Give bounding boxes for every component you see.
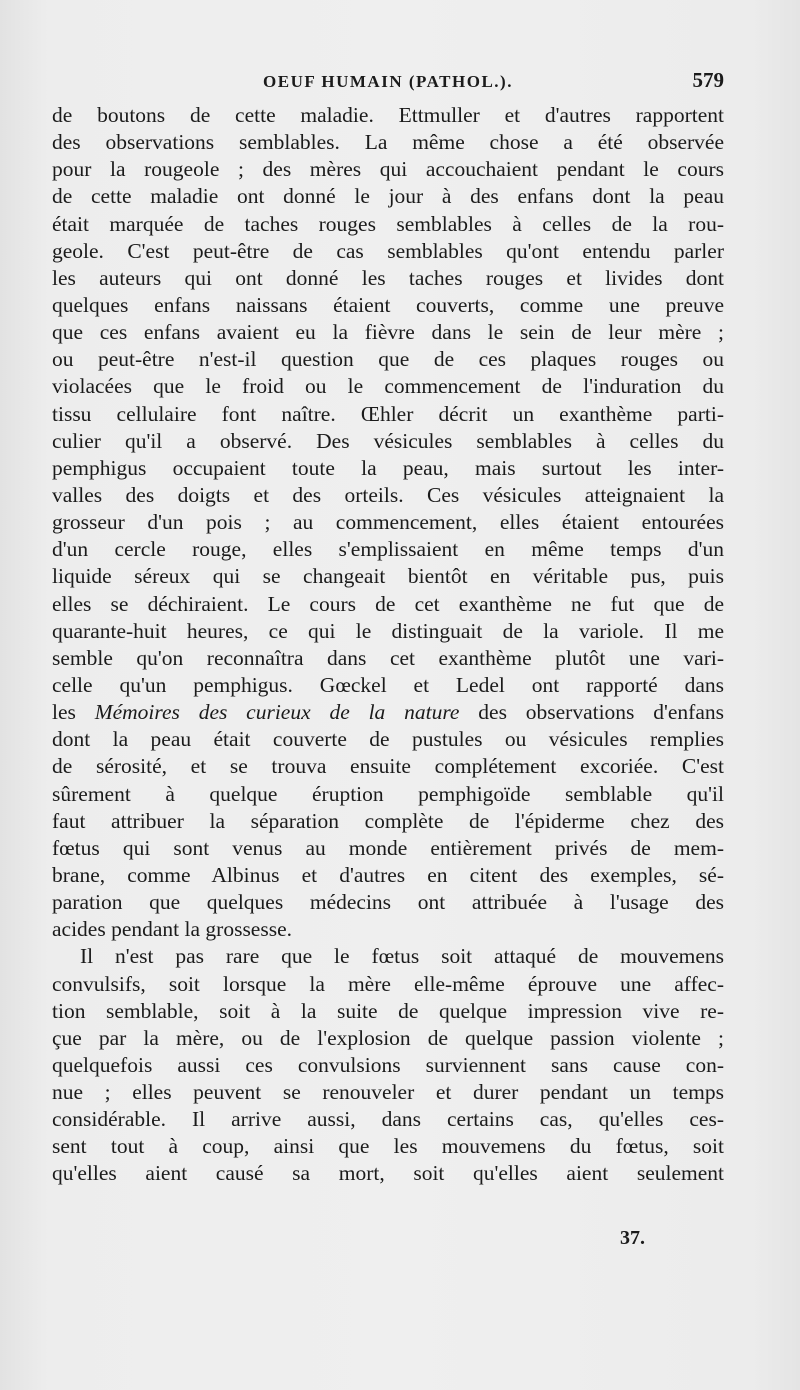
text-line: culier qu'il a observé. Des vésicules semblables à celles du (52, 428, 724, 453)
text-line: convulsifs, soit lorsque la mère elle-même éprouve une affec- (52, 971, 724, 996)
text-line: tissu cellulaire font naître. Œhler décrit un exanthème parti- (52, 401, 724, 426)
body-text (52, 102, 724, 1188)
text-line: violacées que le froid ou le commencement de l'induration du (52, 374, 724, 399)
text-line: ou peut-être n'est-il question que de ces plaques rouges ou (52, 347, 724, 372)
text-line: les auteurs qui ont donné les taches rouges et livides dont (52, 265, 724, 290)
text-segment: les (52, 700, 95, 725)
cited-work-title: Mémoires des curieux de la nature (94, 700, 460, 725)
text-line: sûrement à quelque éruption pemphigoïde semblable qu'il (52, 781, 724, 806)
text-line: çue par la mère, ou de l'explosion de quelque passion violente ; (52, 1025, 724, 1050)
text-line: quelques enfans naissans étaient couverts, comme une preuve (52, 292, 724, 317)
text-line: grosseur d'un pois ; au commencement, elles étaient entourées (52, 510, 724, 535)
running-head (52, 68, 724, 100)
text-line: pour la rougeole ; des mères qui accouchaient pendant le cours (52, 157, 724, 182)
text-line: de boutons de cette maladie. Ettmuller et d'autres rapportent (52, 103, 724, 127)
text-line: faut attribuer la séparation complète de l'épiderme chez des (52, 808, 724, 833)
text-line: de cette maladie ont donné le jour à des enfans dont la peau (52, 184, 724, 209)
text-line: celle qu'un pemphigus. Gœckel et Ledel ont rapporté dans (52, 672, 724, 697)
text-line: valles des doigts et des orteils. Ces vésicules atteignaient la (52, 482, 724, 507)
text-line: elles se déchiraient. Le cours de cet exanthème ne fut que de (52, 591, 724, 616)
text-line: quarante-huit heures, ce qui le distinguait de la variole. Il me (52, 618, 724, 643)
text-line: de sérosité, et se trouva ensuite complétement excoriée. C'est (52, 754, 724, 779)
text-segment: des observations d'enfans (459, 700, 724, 725)
text-line: semble qu'on reconnaîtra dans cet exanthème plutôt une vari- (52, 645, 724, 670)
paragraph-first-line: Il n'est pas rare que le fœtus soit attaqué de mouvemens (80, 944, 724, 969)
running-title: OEUF HUMAIN (PATHOL.). (263, 72, 513, 91)
signature-mark: 37. (620, 1227, 645, 1249)
text-line: brane, comme Albinus et d'autres en citent des exemples, sé- (52, 862, 724, 887)
paragraph-last-line: acides pendant la grossesse. (52, 917, 293, 942)
text-line: quelquefois aussi ces convulsions surviennent sans cause con- (52, 1052, 724, 1077)
text-line: geole. C'est peut-être de cas semblables qu'ont entendu parler (52, 238, 724, 263)
text-line: était marquée de taches rouges semblables à celles de la rou- (52, 211, 724, 236)
page-number: 579 (692, 68, 724, 92)
text-line: sent tout à coup, ainsi que les mouvemens du fœtus, soit (52, 1134, 724, 1159)
text-line: d'un cercle rouge, elles s'emplissaient en même temps d'un (52, 537, 724, 562)
text-line: liquide séreux qui se changeait bientôt en véritable pus, puis (52, 564, 724, 589)
text-line: des observations semblables. La même chose a été observée (52, 130, 724, 155)
text-line-with-title (52, 699, 724, 726)
text-line: qu'elles aient causé sa mort, soit qu'elles aient seulement (52, 1161, 724, 1186)
text-line: pemphigus occupaient toute la peau, mais surtout les inter- (52, 455, 724, 480)
text-line: dont la peau était couverte de pustules ou vésicules remplies (52, 727, 724, 752)
text-line: nue ; elles peuvent se renouveler et durer pendant un temps (52, 1080, 724, 1105)
text-line: fœtus qui sont venus au monde entièrement privés de mem- (52, 835, 724, 860)
text-line: tion semblable, soit à la suite de quelque impression vive re- (52, 998, 724, 1023)
text-line: considérable. Il arrive aussi, dans certains cas, qu'elles ces- (52, 1107, 724, 1132)
text-line: que ces enfans avaient eu la fièvre dans le sein de leur mère ; (52, 320, 724, 345)
text-line: paration que quelques médecins ont attribuée à l'usage des (52, 890, 724, 915)
